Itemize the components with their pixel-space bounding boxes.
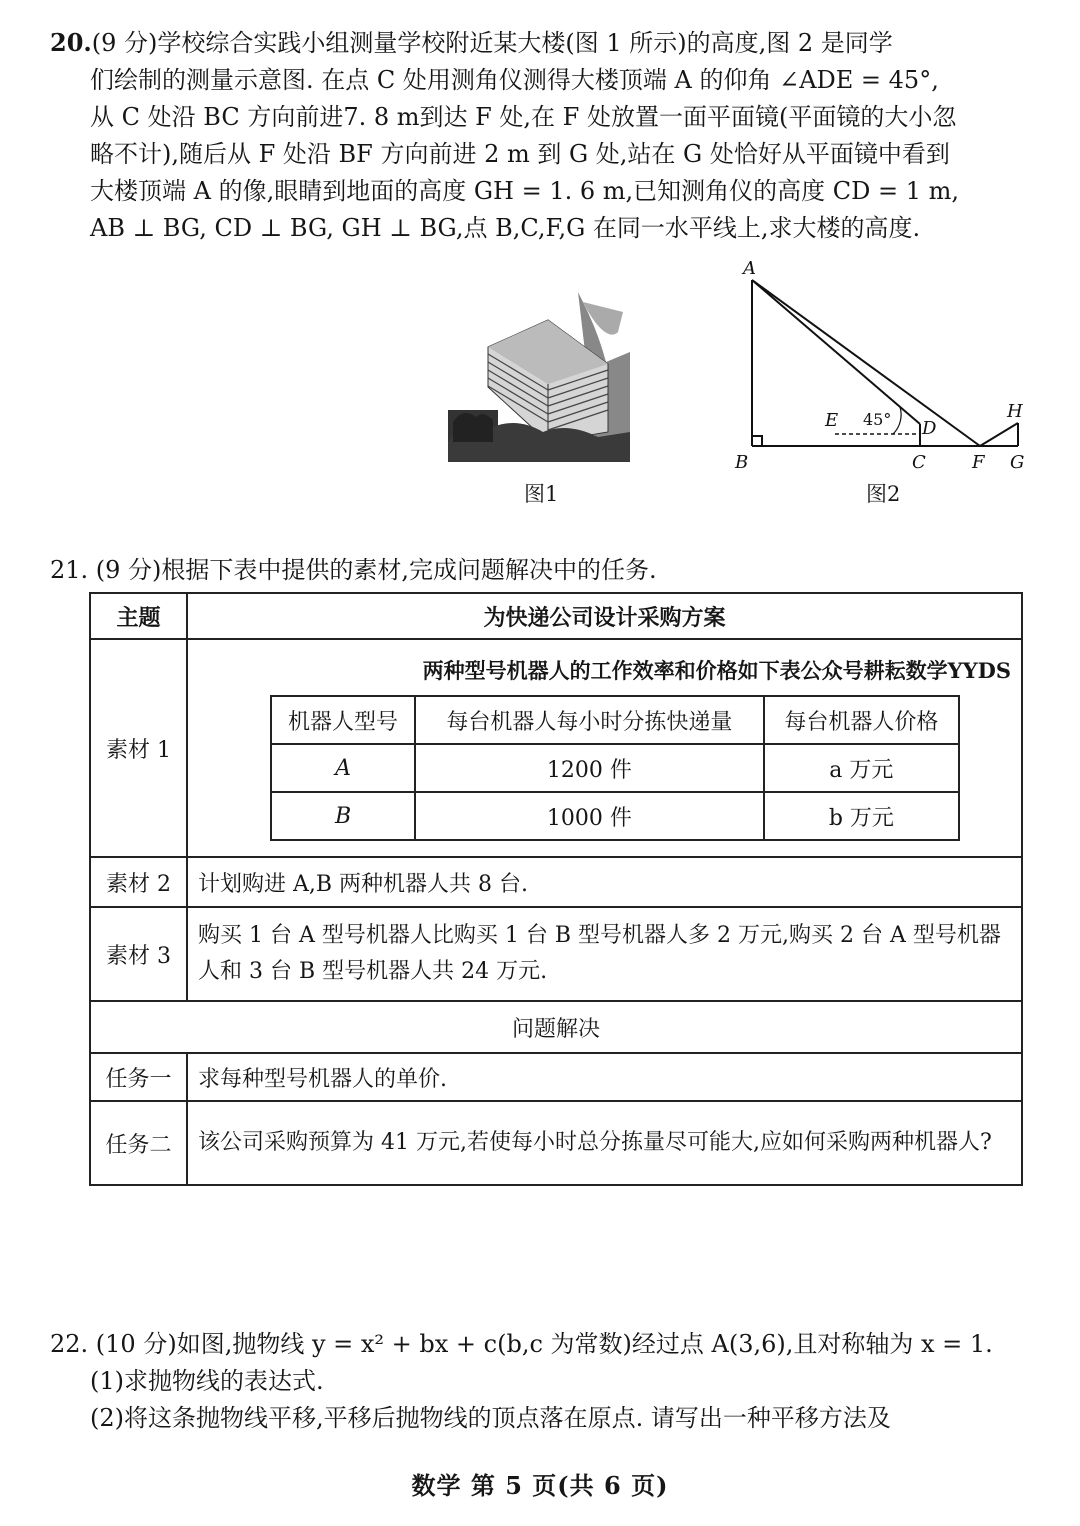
robot-b-price: b 万元	[764, 792, 959, 840]
material-1-label: 素材 1	[90, 639, 187, 857]
label-E: E	[825, 410, 839, 431]
angle-label: 45°	[863, 410, 892, 429]
label-C: C	[912, 452, 926, 473]
task-2-text: 该公司采购预算为 41 万元,若使每小时总分拣量尽可能大,应如何采购两种机器人?	[187, 1101, 1022, 1185]
robot-col-price: 每台机器人价格	[764, 696, 959, 744]
label-F: F	[972, 452, 985, 473]
table-row-material-1	[90, 639, 1022, 857]
table-row-solve	[90, 1001, 1022, 1053]
q20-line-1-text: (9 分)学校综合实践小组测量学校附近某大楼(图 1 所示)的高度,图 2 是同学	[91, 29, 893, 57]
material-1-content	[187, 639, 1022, 857]
robot-col-throughput: 每台机器人每小时分拣快递量	[415, 696, 764, 744]
question-22	[50, 1326, 1035, 1437]
measurement-diagram	[725, 258, 1045, 478]
q20-line-1	[50, 24, 1035, 62]
material-1-title: 两种型号机器人的工作效率和价格如下表公众号耕耘数学YYDS	[422, 658, 1011, 683]
task-2-label: 任务二	[90, 1101, 187, 1185]
robot-a-price: a 万元	[764, 744, 959, 792]
label-G: G	[1010, 452, 1025, 473]
header-value: 为快递公司设计采购方案	[187, 593, 1022, 639]
robot-row-b	[271, 792, 959, 840]
robot-table-header	[271, 696, 959, 744]
header-label: 主题	[90, 593, 187, 639]
q22-line-3: (2)将这条抛物线平移,平移后抛物线的顶点落在原点. 请写出一种平移方法及	[90, 1404, 891, 1432]
q20-line-3: 从 C 处沿 BC 方向前进7. 8 m到达 F 处,在 F 处放置一面平面镜(平面镜的大小忽	[90, 103, 957, 131]
label-A: A	[743, 258, 756, 279]
robot-b-throughput: 1000 件	[415, 792, 764, 840]
table-row-material-3	[90, 907, 1022, 1001]
fig1-caption: 图1	[524, 482, 559, 506]
robot-row-a	[271, 744, 959, 792]
table-row-header	[90, 593, 1022, 639]
question-20	[50, 24, 1035, 247]
fig2-caption: 图2	[866, 482, 901, 506]
question-21-intro	[50, 552, 1035, 589]
material-2-text: 计划购进 A,B 两种机器人共 8 台.	[187, 857, 1022, 907]
q20-line-6: AB ⊥ BG, CD ⊥ BG, GH ⊥ BG,点 B,C,F,G 在同一水平线上,求大楼的高度.	[90, 214, 921, 242]
table-row-task-1	[90, 1053, 1022, 1101]
robot-a-model: A	[271, 744, 415, 792]
q20-line-4: 略不计),随后从 F 处沿 BF 方向前进 2 m 到 G 处,站在 G 处恰好从平面镜中看到	[90, 140, 950, 168]
robot-table	[270, 695, 960, 841]
robot-a-throughput: 1200 件	[415, 744, 764, 792]
q20-line-5: 大楼顶端 A 的像,眼睛到地面的高度 GH = 1. 6 m,已知测角仪的高度 CD = 1 m,	[90, 177, 960, 205]
solve-title: 问题解决	[90, 1001, 1022, 1053]
material-3-label: 素材 3	[90, 907, 187, 1001]
label-B: B	[735, 452, 749, 473]
task-1-text: 求每种型号机器人的单价.	[187, 1053, 1022, 1101]
procurement-table	[89, 592, 1023, 1186]
task-1-label: 任务一	[90, 1053, 187, 1101]
material-3-text: 购买 1 台 A 型号机器人比购买 1 台 B 型号机器人多 2 万元,购买 2 台 A 型号机器人和 3 台 B 型号机器人共 24 万元.	[187, 907, 1022, 1001]
q22-line-1: 22. (10 分)如图,抛物线 y = x² + bx + c(b,c 为常数)经过点 A(3,6),且对称轴为 x = 1.	[50, 1330, 993, 1358]
label-H: H	[1007, 401, 1023, 422]
table-row-task-2	[90, 1101, 1022, 1185]
robot-b-model: B	[271, 792, 415, 840]
page-footer: 数学 第 5 页(共 6 页)	[411, 1471, 669, 1500]
q21-intro-text: 21. (9 分)根据下表中提供的素材,完成问题解决中的任务.	[50, 556, 657, 584]
q20-line-2: 们绘制的测量示意图. 在点 C 处用测角仪测得大楼顶端 A 的仰角 ∠ADE = 45°,	[90, 66, 939, 94]
building-photo	[448, 292, 630, 462]
q22-line-2: (1)求抛物线的表达式.	[90, 1367, 324, 1395]
material-2-label: 素材 2	[90, 857, 187, 907]
label-D: D	[922, 418, 937, 439]
robot-col-model: 机器人型号	[271, 696, 415, 744]
q20-number: 20.	[50, 28, 92, 57]
table-row-material-2	[90, 857, 1022, 907]
